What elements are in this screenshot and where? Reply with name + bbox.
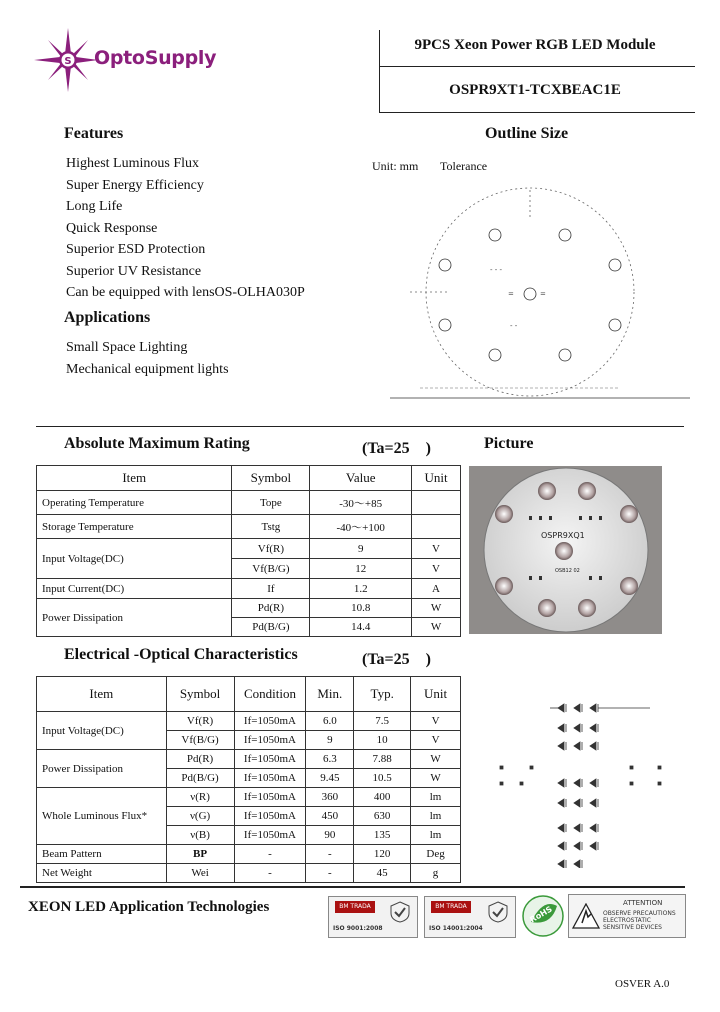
feature-item: Highest Luminous Flux: [66, 156, 200, 171]
feature-item: Superior UV Resistance: [66, 263, 202, 279]
board-sublabel: OSB12 02: [555, 568, 580, 574]
cell-symbol: Vf(B/G): [166, 731, 234, 750]
svg-text:- - -: - - -: [490, 266, 503, 274]
svg-text:=: =: [508, 290, 514, 298]
col-header-unit: Unit: [411, 677, 461, 712]
cell-value: 1.2: [310, 579, 412, 599]
table-row: [37, 864, 461, 883]
rohs-label: RoHS: [528, 904, 554, 925]
cell-min: -: [306, 864, 354, 883]
attention-line: SENSITIVE DEVICES: [603, 924, 662, 931]
cell-item: Whole Luminous Flux*: [37, 788, 167, 845]
col-header-symbol: Symbol: [232, 466, 310, 491]
footer-divider: [20, 886, 685, 888]
features-heading: Features: [64, 125, 124, 142]
cell-condition: If=1050mA: [234, 769, 306, 788]
cell-unit: V: [411, 731, 461, 750]
cell-typ: 45: [354, 864, 411, 883]
esd-warning-icon: [572, 903, 600, 929]
cell-condition: If=1050mA: [234, 788, 306, 807]
table-row: [37, 712, 461, 731]
part-number: OSPR9XT1-TCXBEAC1E: [449, 82, 621, 98]
cell-symbol: ν(B): [166, 826, 234, 845]
eo-heading: Electrical -Optical Characteristics: [64, 646, 298, 663]
col-header-item: Item: [37, 677, 167, 712]
svg-text:=: =: [540, 290, 546, 298]
cell-unit: W: [411, 750, 461, 769]
abs-max-condition: (Ta=25 ): [362, 440, 431, 457]
outline-heading: Outline Size: [485, 125, 569, 142]
cell-unit: W: [412, 618, 461, 637]
cell-symbol: BP: [166, 845, 234, 864]
cell-condition: If=1050mA: [234, 750, 306, 769]
cell-condition: If=1050mA: [234, 731, 306, 750]
esd-attention-badge: [568, 894, 686, 938]
eo-table: [36, 676, 461, 883]
cell-unit: A: [412, 579, 461, 599]
feature-item: Can be equipped with lensOS-OLHA030P: [66, 285, 305, 300]
feature-item: Super Energy Efficiency: [66, 177, 204, 193]
cell-symbol: ν(R): [166, 788, 234, 807]
footer-company-text: XEON LED Application Technologies: [28, 899, 270, 915]
cell-item: Net Weight: [37, 864, 167, 883]
cell-unit: V: [411, 712, 461, 731]
cell-value: 9: [310, 539, 412, 559]
cell-unit: lm: [411, 788, 461, 807]
feature-item: Long Life: [66, 199, 123, 214]
tolerance-label: Tolerance: [440, 159, 488, 173]
cell-condition: -: [234, 845, 306, 864]
table-row: [37, 845, 461, 864]
cell-item: Power Dissipation: [37, 599, 232, 637]
cell-typ: 10: [354, 731, 411, 750]
version-label: OSVER A.0: [615, 978, 670, 990]
application-item: Mechanical equipment lights: [66, 361, 229, 377]
col-header-symbol: Symbol: [166, 677, 234, 712]
eo-condition: (Ta=25 ): [362, 651, 431, 668]
cell-typ: 120: [354, 845, 411, 864]
starburst-logo-icon: [28, 28, 98, 92]
cell-unit: W: [412, 599, 461, 618]
table-row: [37, 515, 461, 539]
cell-min: -: [306, 845, 354, 864]
cell-unit: V: [412, 539, 461, 559]
brand-logo: [28, 28, 238, 92]
cert-code: ISO 14001:2004: [429, 925, 483, 932]
cell-typ: 10.5: [354, 769, 411, 788]
cell-symbol: Pd(R): [232, 599, 310, 618]
header-divider-bottom: [379, 112, 695, 113]
led-string-top: [550, 704, 650, 750]
cert-band-label: BM TRADA: [335, 901, 375, 913]
cert-code: ISO 9001:2008: [333, 925, 383, 932]
unit-label: Unit: mm: [372, 159, 419, 173]
cell-symbol: Vf(R): [232, 539, 310, 559]
applications-heading: Applications: [64, 309, 151, 326]
iso14001-badge: [424, 896, 516, 938]
cell-symbol: Tope: [232, 491, 310, 515]
feature-item: Quick Response: [66, 220, 158, 236]
cell-item: Input Voltage(DC): [37, 539, 232, 579]
col-header-condition: Condition: [234, 677, 306, 712]
cell-unit: [412, 515, 461, 539]
checkmark-shield-icon: [389, 901, 411, 923]
cell-item: Operating Temperature: [37, 491, 232, 515]
cell-typ: 7.88: [354, 750, 411, 769]
checkmark-shield-icon: [487, 901, 509, 923]
table-row: [37, 788, 461, 807]
brand-name: OptoSupply: [94, 47, 217, 69]
cell-condition: If=1050mA: [234, 826, 306, 845]
cell-typ: 7.5: [354, 712, 411, 731]
cell-condition: -: [234, 864, 306, 883]
cell-min: 450: [306, 807, 354, 826]
cell-symbol: If: [232, 579, 310, 599]
attention-line: OBSERVE PRECAUTIONS: [603, 910, 676, 917]
cell-item: Input Current(DC): [37, 579, 232, 599]
cell-condition: If=1050mA: [234, 807, 306, 826]
applications-list: [66, 337, 229, 380]
cell-unit: W: [411, 769, 461, 788]
cell-value: -40～+100: [310, 515, 412, 539]
product-photo: [469, 466, 662, 634]
cert-band-label: BM TRADA: [431, 901, 471, 913]
table-row: [37, 750, 461, 769]
col-header-value: Value: [310, 466, 412, 491]
board-label: OSPR9XQ1: [541, 531, 585, 540]
cell-min: 6.3: [306, 750, 354, 769]
cell-condition: If=1050mA: [234, 712, 306, 731]
cell-symbol: ν(G): [166, 807, 234, 826]
table-row: [37, 491, 461, 515]
feature-item: Superior ESD Protection: [66, 242, 206, 257]
cell-min: 6.0: [306, 712, 354, 731]
svg-text:S: S: [64, 56, 72, 67]
cell-symbol: Pd(B/G): [232, 618, 310, 637]
cell-item: Power Dissipation: [37, 750, 167, 788]
table-row: [37, 539, 461, 559]
cell-symbol: Pd(B/G): [166, 769, 234, 788]
cell-typ: 400: [354, 788, 411, 807]
col-header-min: Min.: [306, 677, 354, 712]
application-item: Small Space Lighting: [66, 340, 188, 355]
cell-min: 360: [306, 788, 354, 807]
table-row: [37, 599, 461, 618]
cell-unit: V: [412, 559, 461, 579]
product-title: 9PCS Xeon Power RGB LED Module: [414, 37, 656, 53]
cell-unit: Deg: [411, 845, 461, 864]
cell-symbol: Vf(R): [166, 712, 234, 731]
table-row: [37, 579, 461, 599]
col-header-typ: Typ.: [354, 677, 411, 712]
cell-unit: g: [411, 864, 461, 883]
cell-item: Input Voltage(DC): [37, 712, 167, 750]
cell-symbol: Vf(B/G): [232, 559, 310, 579]
outline-drawing: [390, 180, 690, 410]
led-string-middle: [500, 766, 661, 807]
cell-min: 9: [306, 731, 354, 750]
svg-text:- -: - -: [510, 322, 518, 330]
cell-min: 9.45: [306, 769, 354, 788]
rohs-badge: [521, 892, 565, 940]
cell-unit: lm: [411, 826, 461, 845]
cell-unit: [412, 491, 461, 515]
cell-value: 12: [310, 559, 412, 579]
features-list: [66, 153, 305, 304]
section-divider-1: [36, 426, 684, 427]
cell-symbol: Wei: [166, 864, 234, 883]
attention-title: ATTENTION: [623, 899, 663, 907]
col-header-item: Item: [37, 466, 232, 491]
cell-value: -30～+85: [310, 491, 412, 515]
cell-typ: 135: [354, 826, 411, 845]
abs-max-table: [36, 465, 461, 637]
col-header-unit: Unit: [412, 466, 461, 491]
circuit-schematic: [490, 688, 670, 868]
attention-line: ELECTROSTATIC: [603, 917, 651, 924]
cell-item: Storage Temperature: [37, 515, 232, 539]
cell-symbol: Tstg: [232, 515, 310, 539]
cell-unit: lm: [411, 807, 461, 826]
cell-item: Beam Pattern: [37, 845, 167, 864]
iso9001-badge: [328, 896, 418, 938]
cell-value: 14.4: [310, 618, 412, 637]
picture-heading: Picture: [484, 435, 534, 452]
cell-min: 90: [306, 826, 354, 845]
cell-typ: 630: [354, 807, 411, 826]
header-divider-mid: [379, 66, 695, 67]
led-string-bottom: [558, 824, 598, 868]
abs-max-heading: Absolute Maximum Rating: [64, 435, 250, 452]
cell-value: 10.8: [310, 599, 412, 618]
led-board-image: [469, 466, 662, 634]
cell-symbol: Pd(R): [166, 750, 234, 769]
